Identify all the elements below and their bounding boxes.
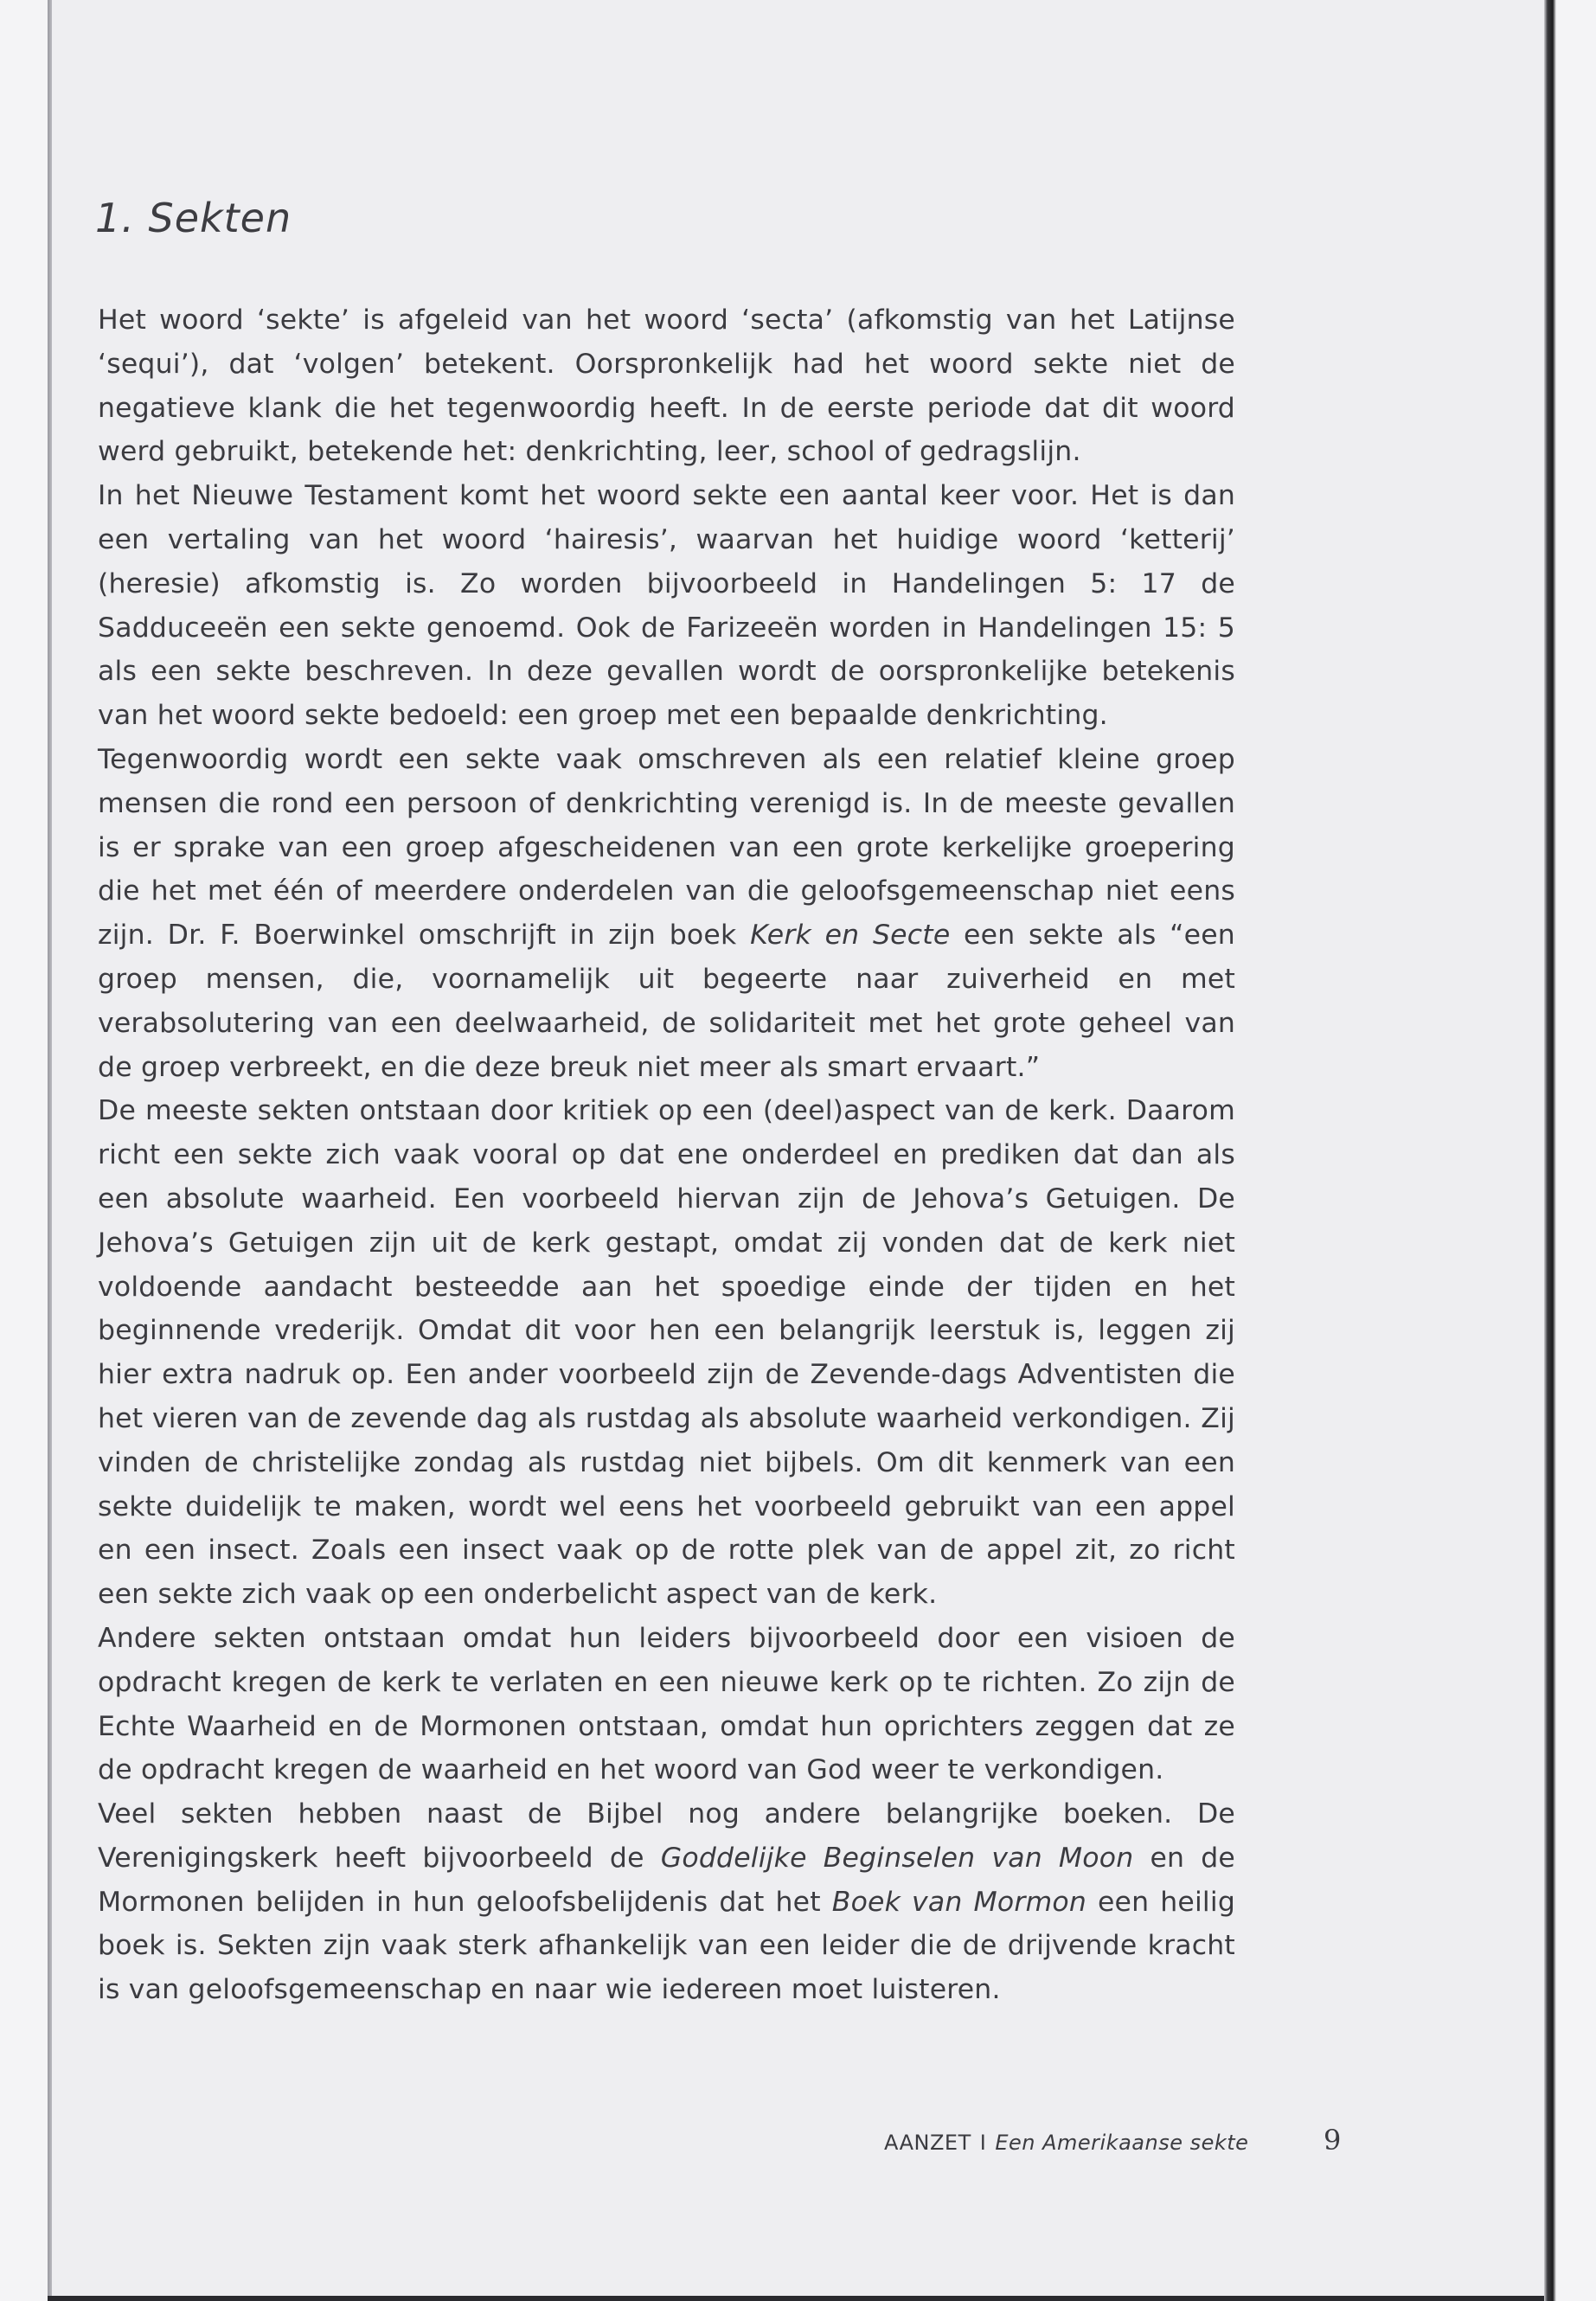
page-number: 9	[1324, 2124, 1342, 2157]
page-right-edge	[1544, 0, 1596, 2301]
footer-book-title: Een Amerikaanse sekte	[995, 2131, 1249, 2155]
text-segment: De meeste sekten ontstaan door kritiek op een (deel)aspect van de kerk. Daarom richt een sekte zich vaak vooral op dat ene onderdeel en prediken dat dan als een absolute waarheid. Een voorbeeld hiervan zijn de Jehova’s Getuigen. De Jehova’s Getuigen zijn uit de kerk gestapt, omdat zij vonden dat de kerk niet voldoende aandacht besteedde aan het spoedige einde der tijden en het beginnende vrederijk. Omdat dit voor hen een belangrijk leerstuk is, leggen zij hier extra nadruk op. Een ander voorbeeld zijn de Zevende-dags Adventisten die het vieren van de zevende dag als rustdag als absolute waarheid verkondigen. Zij vinden de christelijke zondag als rustdag niet bijbels. Om dit kenmerk van een sekte duidelijk te maken, wordt wel eens het voorbeeld gebruikt van een appel en een insect. Zoals een insect vaak op de rotte plek van de appel zit, zo richt een sekte zich vaak op een onderbelicht aspect van de kerk.	[98, 1095, 1235, 1611]
page-bottom-edge	[48, 2296, 1544, 2301]
text-segment: en de Mormonen belijden in hun geloofsbelijdenis dat het	[98, 1842, 1236, 1918]
text-segment: Het woord ‘sekte’ is afgeleid van het woord ‘secta’ (afkomstig van het Latijnse ‘sequi’), dat ‘volgen’ betekent. Oorspronkelijk had het woord sekte niet de negatieve klank die het tegenwoordig heeft. In de eerste periode dat dit woord werd gebruikt, betekende het: denkrichting, leer, school of gedragslijn.	[98, 304, 1235, 468]
paragraph	[98, 738, 1235, 1089]
paragraph	[98, 1792, 1235, 2012]
footer-separator: I	[979, 2131, 987, 2155]
footer-section: AANZET	[884, 2131, 971, 2155]
text-segment: Tegenwoordig wordt een sekte vaak omschreven als een relatief kleine groep mensen die rond een persoon of denkrichting verenigd is. In de meeste gevallen is er sprake van een groep afgescheidenen van een grote kerkelijke groepering die het met één of meerdere onderdelen van die geloofsgemeenschap niet eens zijn. Dr. F. Boerwinkel omschrijft in zijn boek	[98, 743, 1235, 952]
text-segment: een sekte als “een groep mensen, die, voornamelijk uit begeerte naar zuiverheid en met verabsolutering van een deelwaarheid, de solidariteit met het grote geheel van de groep verbreekt, en die deze breuk niet meer als smart ervaart.”	[98, 920, 1235, 1083]
body-text	[98, 298, 1235, 2012]
text-segment: Veel sekten hebben naast de Bijbel nog andere belangrijke boeken. De Verenigingskerk heeft bijvoorbeeld de	[98, 1798, 1235, 1874]
chapter-title: 1. Sekten	[95, 195, 292, 241]
paragraph	[98, 474, 1235, 738]
text-segment: Andere sekten ontstaan omdat hun leiders bijvoorbeeld door een visioen de opdracht kregen de kerk te verlaten en een nieuwe kerk op te richten. Zo zijn de Echte Waarheid en de Mormonen ontstaan, omdat hun oprichters zeggen dat ze de opdracht kregen de waarheid en het woord van God weer te verkondigen.	[98, 1622, 1235, 1786]
text-segment: een heilig boek is. Sekten zijn vaak sterk afhankelijk van een leider die de drijvende kracht is van geloofsgemeenschap en naar wie iedereen moet luisteren.	[98, 1886, 1236, 2006]
italic-title: Kerk en Secte	[750, 920, 951, 952]
paragraph	[98, 1089, 1235, 1617]
running-footer	[884, 2131, 1248, 2155]
text-segment: In het Nieuwe Testament komt het woord sekte een aantal keer voor. Het is dan een vertaling van het woord ‘hairesis’, waarvan het huidige woord ‘ketterij’ (heresie) afkomstig is. Zo worden bijvoorbeeld in Handelingen 5: 17 de Sadduceeën een sekte genoemd. Ook de Farizeeën worden in Handelingen 15: 5 als een sekte beschreven. In deze gevallen wordt de oorspronkelijke betekenis van het woord sekte bedoeld: een groep met een bepaalde denkrichting.	[98, 480, 1235, 732]
italic-title: Goddelijke Beginselen van Moon	[660, 1842, 1134, 1874]
italic-title: Boek van Mormon	[831, 1886, 1086, 1918]
paragraph	[98, 1617, 1235, 1792]
paragraph	[98, 298, 1235, 474]
